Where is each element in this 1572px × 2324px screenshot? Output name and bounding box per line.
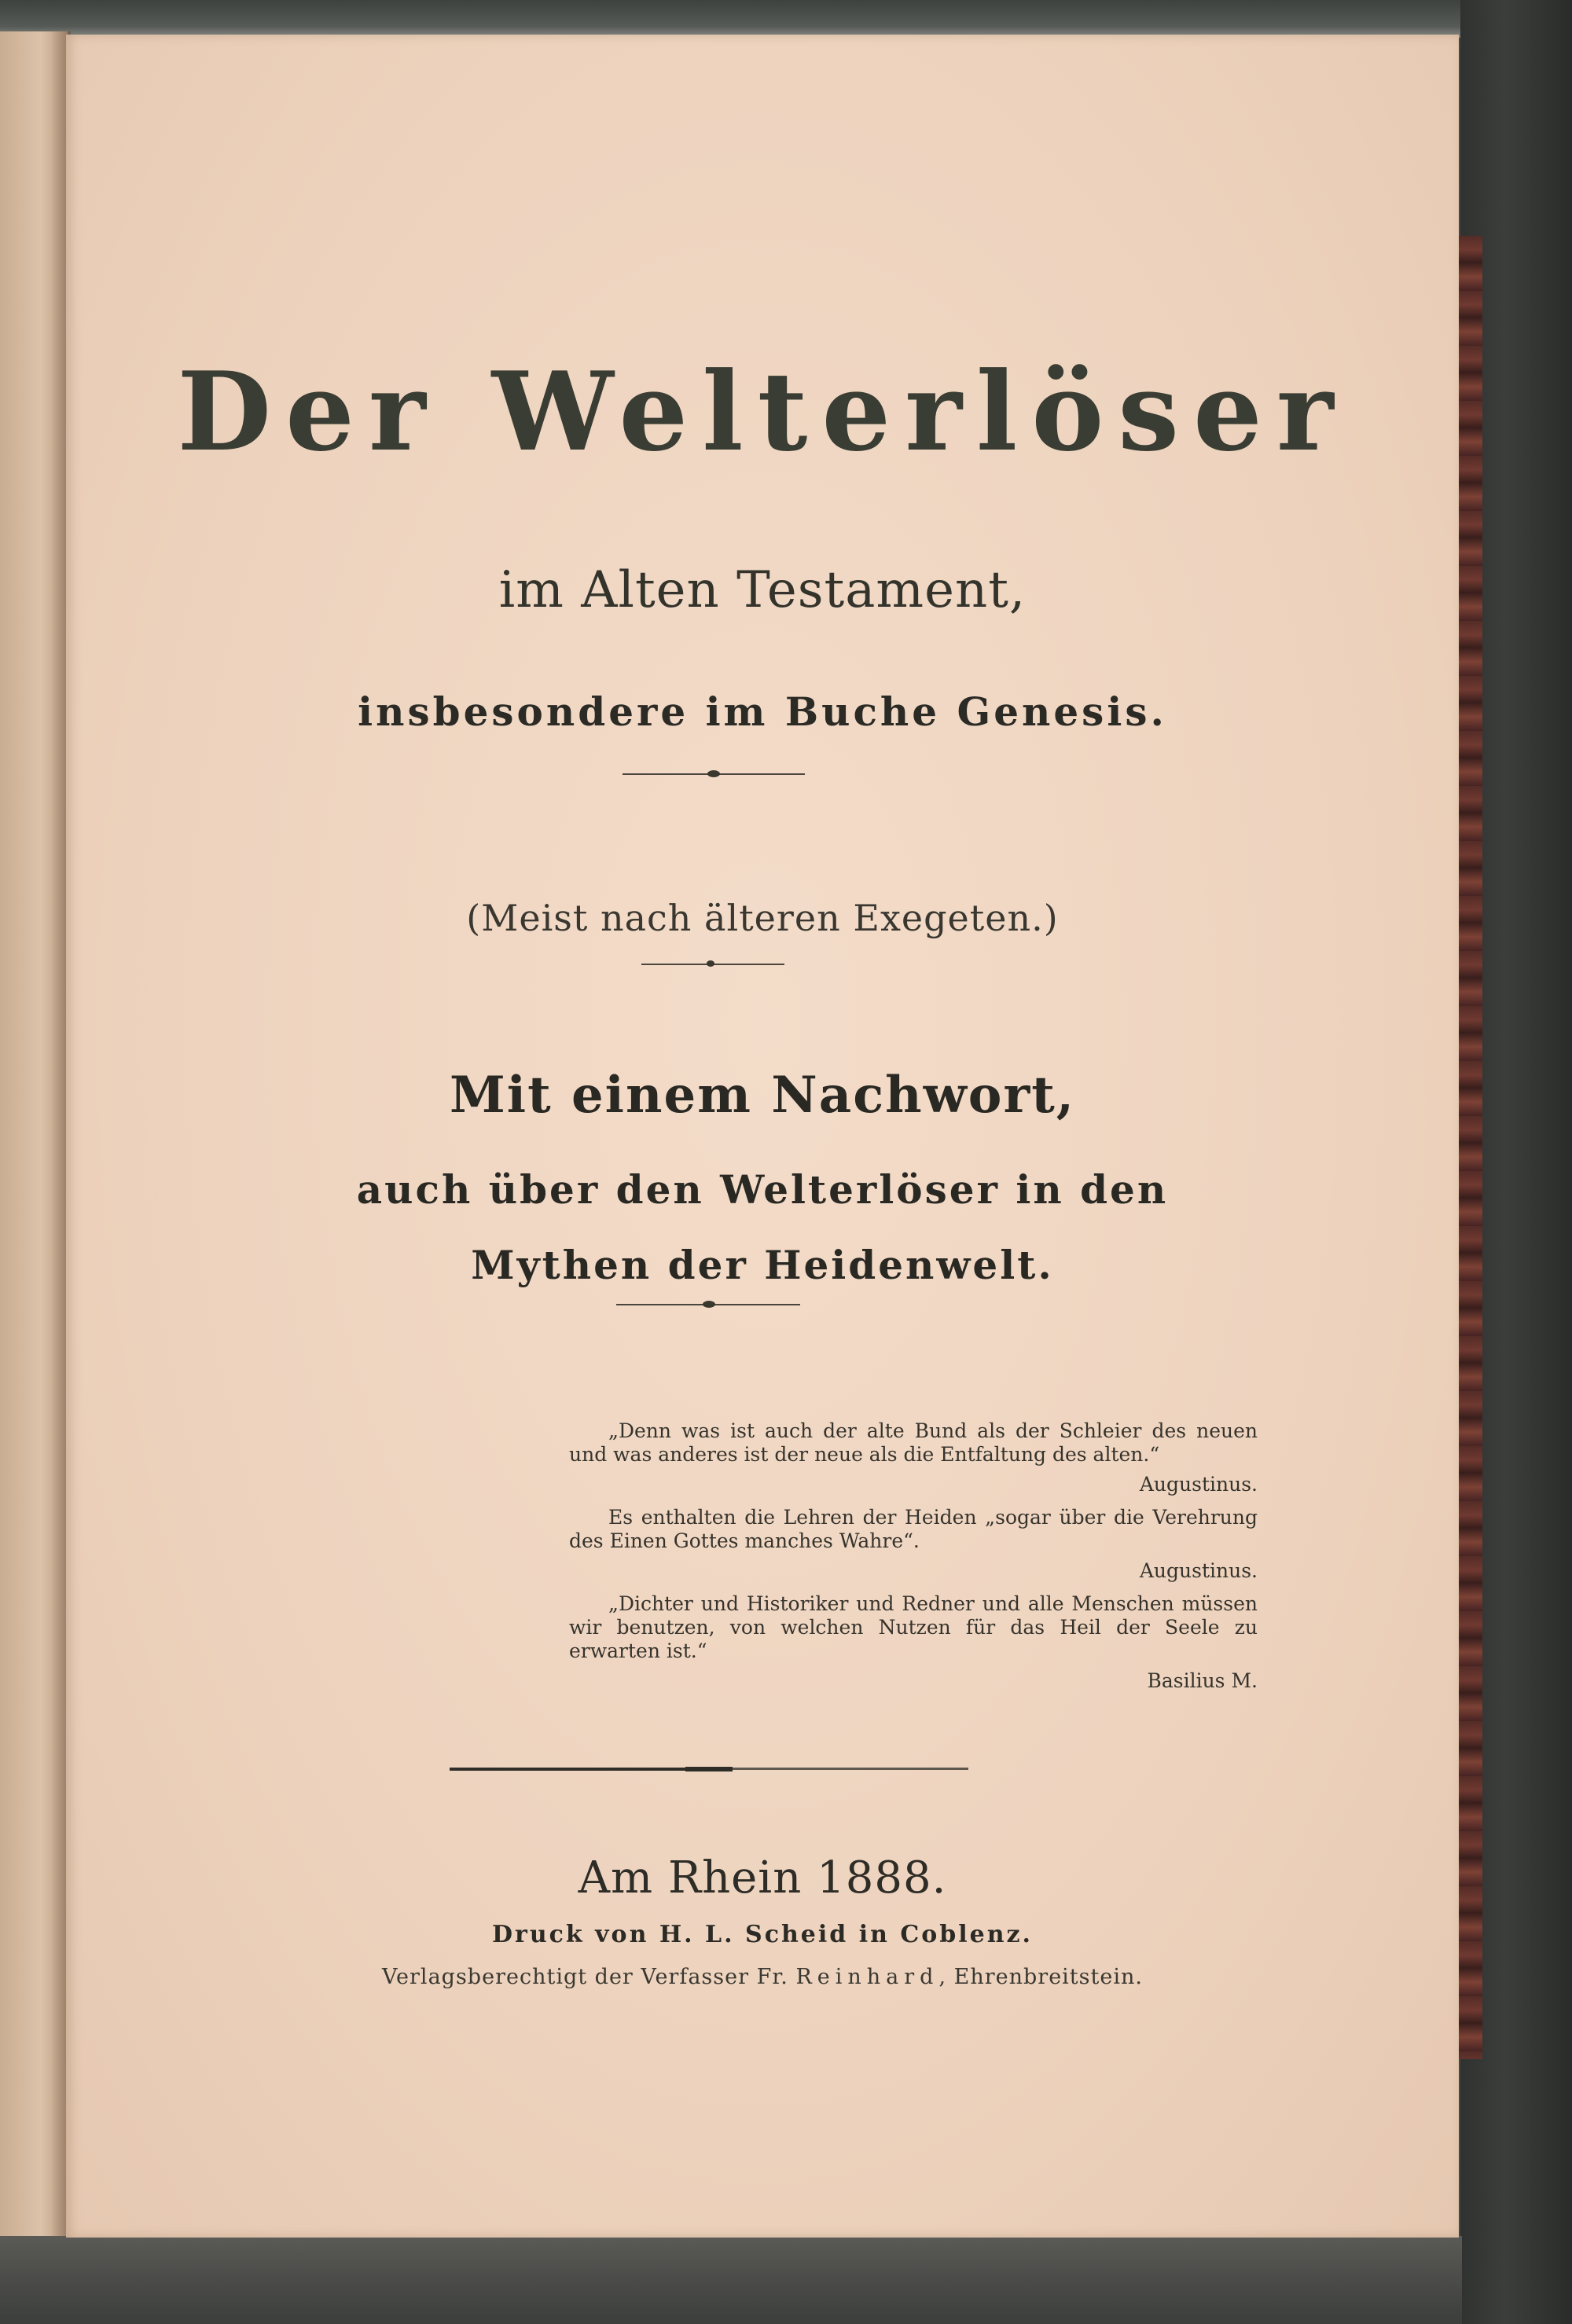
publisher-prefix: Verlagsberechtigt der Verfasser Fr.	[382, 1965, 788, 1989]
nachwort-line-1: Mit einem Nachwort,	[449, 1066, 1076, 1125]
quote-3-attribution: Basilius M.	[1147, 1669, 1258, 1692]
subtitle-line-2: insbesondere im Buche Genesis.	[358, 688, 1167, 735]
quote-2-text: Es enthalten die Lehren der Heiden „sogar über die Verehrung des Einen Gottes manches Wahre“.	[569, 1506, 1258, 1552]
quote-3-text: „Dichter und Historiker und Redner und alle Menschen müssen wir benutzen, von welchen Nutzen für das Heil der Seele zu erwarten ist.“	[569, 1592, 1258, 1662]
top-board-edge	[0, 0, 1462, 38]
printer-line: Druck von H. L. Scheid in Coblenz.	[492, 1921, 1033, 1948]
marbled-edge	[1456, 236, 1482, 2059]
quote-2-attribution: Augustinus.	[1139, 1559, 1258, 1582]
publisher-name: Reinhard	[795, 1965, 939, 1989]
epigraph-quotes	[569, 1419, 1258, 1702]
subtitle-line-1: im Alten Testament,	[498, 561, 1027, 619]
bottom-board-edge	[0, 2236, 1462, 2324]
nachwort-line-2: auch über den Welterlöser in den	[356, 1166, 1169, 1213]
publisher-suffix: , Ehrenbreitstein.	[938, 1965, 1143, 1989]
parenthetical-note: (Meist nach älteren Exegeten.)	[466, 897, 1059, 939]
title-page	[66, 35, 1459, 2238]
publisher-line	[66, 1965, 1459, 1989]
nachwort-line-3: Mythen der Heidenwelt.	[471, 1242, 1054, 1288]
place-and-year: Am Rhein 1888.	[578, 1852, 947, 1904]
quote-1-text: „Denn was ist auch der alte Bund als der Schleier des neuen und was anderes ist der neue als die Entfaltung des alten.“	[569, 1419, 1258, 1466]
thick-divider-rule	[450, 1767, 968, 1771]
book-title: Der Welterlöser	[177, 347, 1348, 475]
quote-1-attribution: Augustinus.	[1139, 1473, 1258, 1496]
